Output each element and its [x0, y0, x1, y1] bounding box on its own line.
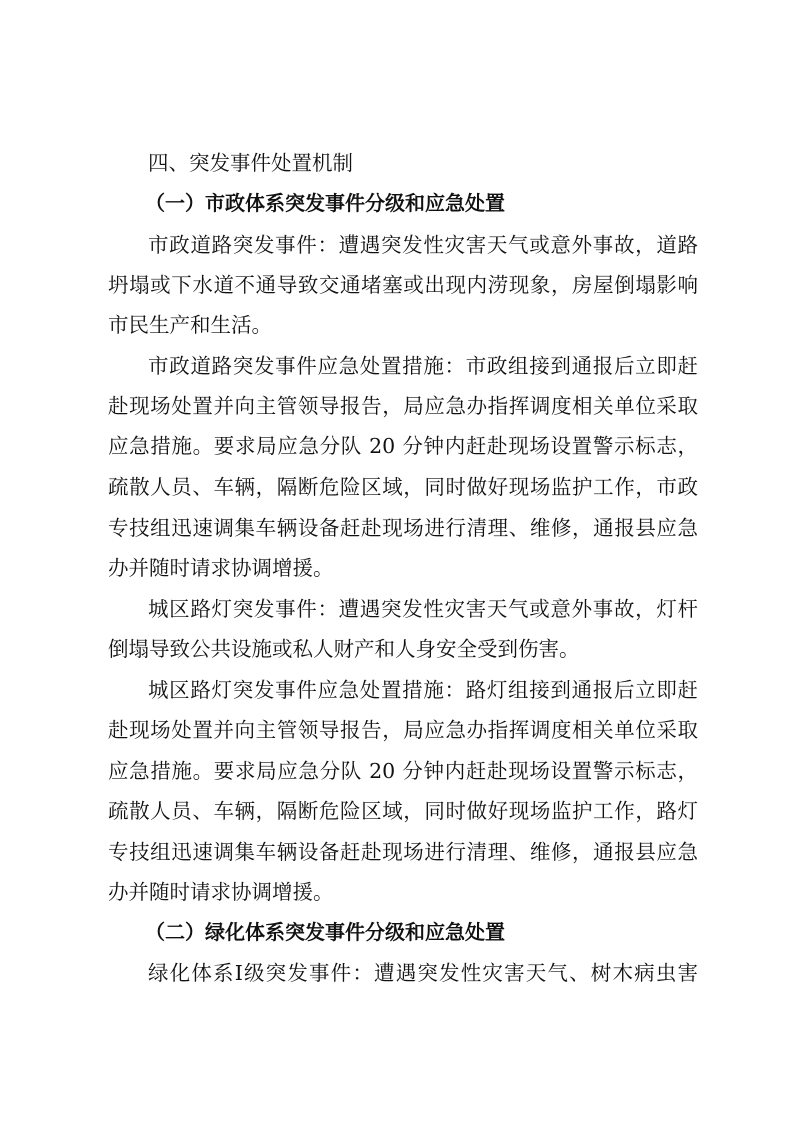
- paragraph-line: 应急措施。要求局应急分队 20 分钟内赶赴现场设置警示标志，: [108, 434, 698, 458]
- section-heading: 四、突发事件处置机制: [148, 151, 353, 175]
- paragraph-line: 办并随时请求协调增援。: [108, 556, 334, 580]
- paragraph-line: 城区路灯突发事件应急处置措施：路灯组接到通报后立即赶: [148, 678, 698, 702]
- subsection-title-2: （二）绿化体系突发事件分级和应急处置: [145, 920, 505, 944]
- subsection-title-1: （一）市政体系突发事件分级和应急处置: [145, 191, 505, 215]
- paragraph-line: 专技组迅速调集车辆设备赶赴现场进行清理、维修，通报县应急: [108, 840, 698, 864]
- paragraph-line: 城区路灯突发事件：遭遇突发性灾害天气或意外事故，灯杆: [148, 597, 698, 621]
- paragraph-line: 专技组迅速调集车辆设备赶赴现场进行清理、维修，通报县应急: [108, 516, 698, 540]
- paragraph-line: 疏散人员、车辆，隔断危险区域，同时做好现场监护工作，市政: [108, 475, 698, 499]
- paragraph-line: 赴现场处置并向主管领导报告，局应急办指挥调度相关单位采取: [108, 394, 698, 418]
- paragraph-line: 办并随时请求协调增援。: [108, 880, 334, 904]
- paragraph-line: 疏散人员、车辆，隔断危险区域，同时做好现场监护工作，路灯: [108, 799, 698, 823]
- paragraph-line: 赴现场处置并向主管领导报告，局应急办指挥调度相关单位采取: [108, 718, 698, 742]
- paragraph-line: 市政道路突发事件应急处置措施：市政组接到通报后立即赶: [148, 354, 698, 378]
- paragraph-line: 绿化体系Ⅰ级突发事件：遭遇突发性灾害天气、树木病虫害: [148, 961, 698, 985]
- paragraph-line: 市民生产和生活。: [108, 313, 272, 337]
- paragraph-line: 倒塌导致公共设施或私人财产和人身安全受到伤害。: [108, 637, 580, 661]
- paragraph-line: 应急措施。要求局应急分队 20 分钟内赶赴现场设置警示标志，: [108, 759, 698, 783]
- paragraph-line: 坍塌或下水道不通导致交通堵塞或出现内涝现象，房屋倒塌影响: [108, 273, 698, 297]
- paragraph-line: 市政道路突发事件：遭遇突发性灾害天气或意外事故，道路: [148, 233, 698, 257]
